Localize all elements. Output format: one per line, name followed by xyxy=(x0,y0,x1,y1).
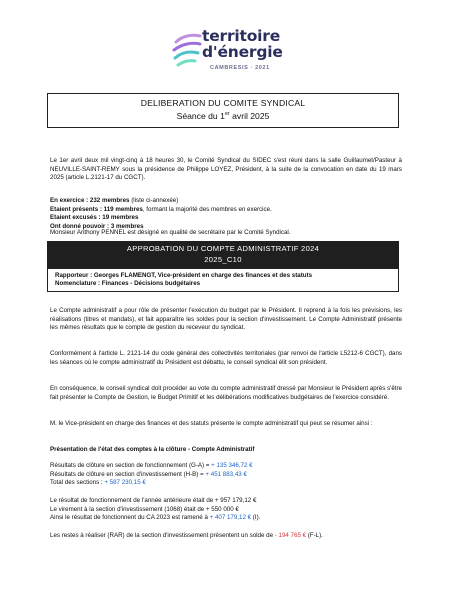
prior-fonctionnement: Le résultat de fonctionnement de l'année antérieure était de + 957 179,12 € xyxy=(50,497,257,504)
deliberation-title-box xyxy=(47,93,399,128)
logo-line-1: territoire xyxy=(202,27,281,45)
secretary-paragraph: Monsieur Anthony PENNEL est désigné en qualité de secrétaire par le Comité Syndical. xyxy=(50,229,291,236)
subject-box xyxy=(47,241,399,268)
session-date: Séance du 1er avril 2025 xyxy=(176,111,270,121)
document-title: DELIBERATION DU COMITE SYNDICAL xyxy=(140,98,306,108)
members-proxy: Ont donné pouvoir : 3 membres xyxy=(50,223,144,231)
rapporteur-box xyxy=(47,268,399,292)
body-paragraph-2: Conformément à l'article L. 2121-14 du code général des collectivités territoriales (par renvoi de l'article L5212-6 CGCT), dans les séances où le compte administratif du Président est débattu, le conseil syndical élit son président. xyxy=(50,350,402,366)
members-present: Etaient présents : 119 membres, formant la majorité des membres en exercice. xyxy=(50,205,272,213)
ca-2023-result: Ainsi le résultat de fonctionnent du CA 2023 est ramené à + 407 179,12 € (I). xyxy=(50,514,261,522)
result-investissement: Résultats de clôture en section d'investissement (H-B) = + 451 883,43 € xyxy=(50,470,247,478)
members-in-office: En exercice : 232 membres (liste ci-annexée) xyxy=(50,197,179,204)
logo xyxy=(172,28,292,76)
prior-results-block xyxy=(50,497,402,523)
members-block xyxy=(50,197,402,232)
result-total: Total des sections : + 587 230,15 € xyxy=(50,479,146,487)
logo-mark-icon xyxy=(172,28,202,70)
section-title: Présentation de l'état des comptes à la clôture - Compte Administratif xyxy=(50,446,255,453)
subject-title: APPROBATION DU COMPTE ADMINISTRATIF 2024 xyxy=(126,244,320,253)
logo-subtitle: CAMBRESIS · 2021 xyxy=(210,65,270,71)
results-block xyxy=(50,462,402,488)
logo-line-2: d'énergie xyxy=(202,43,283,61)
nomenclature-line: Nomenclature : Finances - Décisions budgétaires xyxy=(55,280,201,288)
body-paragraph-4: M. le Vice-président en charge des finances et des statuts présente le compte administratif qui peut se résumer ainsi : xyxy=(50,420,373,427)
result-fonctionnement: Résultats de clôture en section de fonctionnement (G-A) = + 135 346,72 € xyxy=(50,462,253,469)
intro-paragraph: Le 1er avril deux mil vingt-cinq à 18 heures 30, le Comité Syndical du SIDEC s'est réuni dans la salle Guillaumet/Pasteur à NEUVILLE-SAINT-REMY sous la présidence de Philippe LOYEZ, Président, à la suite de la convocation en date du 19 mars 2025 (article L.2121-17 du CGCT). xyxy=(50,157,402,182)
members-excused: Etaient excusés : 19 membres xyxy=(50,214,139,222)
rar-paragraph: Les restes à réaliser (RAR) de la section d'investissement présentent un solde de - 194 765 € (F-L). xyxy=(50,532,323,539)
body-paragraph-3: En conséquence, le conseil syndical doit procéder au vote du compte administratif dressé par Monsieur le Président après s'être fait présenter le Compte de Gestion, le Budget Primitif et les délibérations modificatives budgétaires de l'exercice considéré. xyxy=(50,385,402,401)
rapporteur-line: Rapporteur : Georges FLAMENGT, Vice-président en charge des finances et des statuts xyxy=(55,272,313,279)
subject-code: 2025_C10 xyxy=(204,255,242,264)
virement-investissement: Le virement à la section d'investissement (1068) était de + 550 000 € xyxy=(50,505,239,513)
body-paragraph-1: Le Compte administratif a pour rôle de présenter l'exécution du budget par le Président. Il reprend à la fois les prévisions, les réalisations (titres et mandats), et fait apparaître les soldes pour la section d'investissement. Le Compte Administratif présente les mêmes résultats que le compte de gestion du receveur du syndicat. xyxy=(50,307,402,332)
